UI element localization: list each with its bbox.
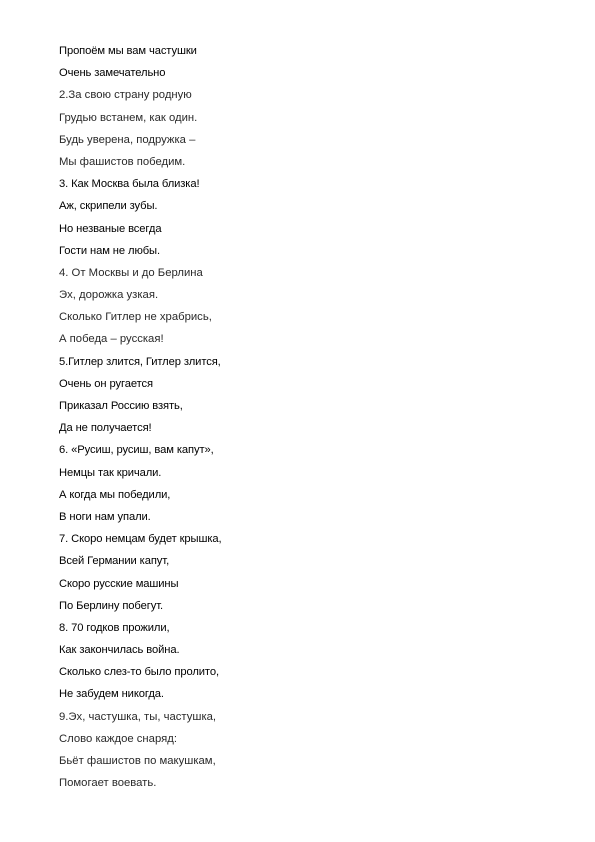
lyric-line: Эх, дорожка узкая. (59, 289, 159, 302)
lyric-line: 8. 70 годков прожили, (59, 621, 170, 634)
lyric-line: По Берлину побегут. (59, 599, 163, 612)
lyric-line: В ноги нам упали. (59, 510, 151, 523)
lyric-line: Скоро русские машины (59, 577, 179, 590)
lyric-line: А когда мы победили, (59, 488, 171, 501)
lyric-line: Не забудем никогда. (59, 688, 164, 701)
lyric-line: 5.Гитлер злится, Гитлер злится, (59, 355, 221, 368)
lyric-line: Всей Германии капут, (59, 555, 170, 568)
lyric-line: 4. От Москвы и до Берлина (59, 266, 203, 279)
lyric-line: 6. «Русиш, русиш, вам капут», (59, 444, 214, 457)
lyric-line: Да не получается! (59, 422, 152, 435)
lyric-line: Будь уверена, подружка – (59, 133, 196, 146)
lyric-line: 9.Эх, частушка, ты, частушка, (59, 710, 217, 723)
lyric-line: Помогает воевать. (59, 777, 157, 790)
lyric-line: Но незваные всегда (59, 222, 162, 235)
lyric-line: Приказал Россию взять, (59, 400, 183, 412)
lyric-line: Грудью встанем, как один. (59, 111, 198, 124)
lyric-line: Немцы так кричали. (59, 466, 162, 479)
lyric-line: Сколько Гитлер не храбрись, (59, 311, 212, 324)
lyric-line: 7. Скоро немцам будет крышка, (59, 533, 222, 546)
lyric-line: Бьёт фашистов по макушкам, (59, 755, 216, 767)
lyric-line: Очень он ругается (59, 377, 153, 390)
lyric-line: Пропоём мы вам частушки (59, 45, 197, 57)
song-lyrics (59, 40, 539, 794)
lyric-line: Сколько слез-то было пролито, (59, 666, 219, 679)
lyric-line: Мы фашистов победим. (59, 155, 186, 168)
lyric-line: Как закончилась война. (59, 644, 180, 657)
lyric-line: 2.За свою страну родную (59, 89, 192, 102)
lyric-line: Аж, скрипели зубы. (59, 200, 158, 213)
lyric-line: Очень замечательно (59, 67, 166, 80)
lyric-line: Слово каждое снаряд: (59, 732, 177, 745)
lyric-line: 3. Как Москва была близка! (59, 178, 200, 191)
lyric-line: Гости нам не любы. (59, 244, 160, 257)
lyric-line: А победа – русская! (59, 333, 164, 346)
